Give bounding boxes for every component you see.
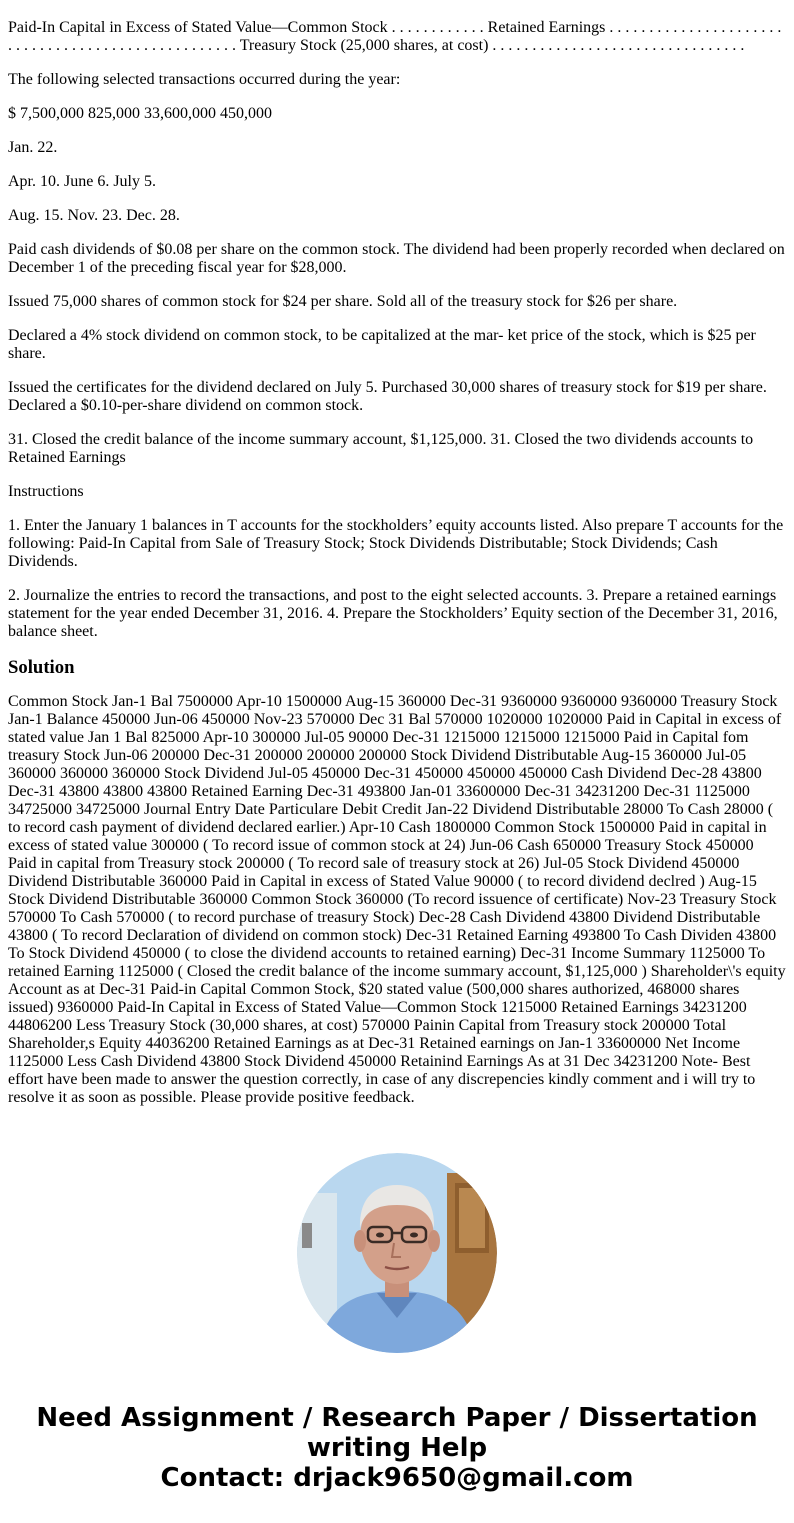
transaction-text-3: Declared a 4% stock dividend on common stock, to be capitalized at the mar- ket price of the stock, which is $25 per share. — [8, 327, 756, 362]
transactions-intro: The following selected transactions occurred during the year: — [8, 71, 401, 88]
promo-line-2: writing Help — [306, 1433, 488, 1463]
transaction-dates-1: Jan. 22. — [8, 139, 58, 156]
article-content — [8, 19, 786, 1123]
solution-heading: Solution — [8, 657, 75, 678]
transaction-text-2: Issued 75,000 shares of common stock for $24 per share. Sold all of the treasury stock for $26 per share. — [8, 293, 678, 310]
transaction-dates-3: Aug. 15. Nov. 23. Dec. 28. — [8, 207, 180, 224]
transaction-text-4: Issued the certificates for the dividend declared on July 5. Purchased 30,000 shares of treasury stock for $19 per share. Declared a $0.10-per-share dividend on common stock. — [8, 379, 767, 414]
author-avatar — [297, 1153, 497, 1353]
balance-amounts: $ 7,500,000 825,000 33,600,000 450,000 — [8, 105, 272, 122]
account-balances-line: Paid-In Capital in Excess of Stated Value—Common Stock . . . . . . . . . . . . Retained Earnings . . . . . . . . . . . . . . . . . . . . . . . . . . . . . . . . . . . . . . . . . . . . . . . . . . . Treasury Stock (25,000 shares, at cost) . . . . . . . . . . . . . . . . . . . . . . . . . . . . . . . . — [8, 19, 782, 54]
instructions-label: Instructions — [8, 483, 84, 500]
transaction-text-5: 31. Closed the credit balance of the income summary account, $1,125,000. 31. Closed the two dividends accounts to Retained Earnings — [8, 431, 754, 466]
instruction-1: 1. Enter the January 1 balances in T accounts for the stockholders’ equity accounts listed. Also prepare T accounts for the following: Paid-In Capital from Sale of Treasury Stock; Stock Dividends Distributable; Stock Dividends; Cash Dividends. — [8, 517, 784, 570]
author-portrait-icon — [297, 1153, 497, 1353]
instruction-2: 2. Journalize the entries to record the transactions, and post to the eight selected accounts. 3. Prepare a retained earnings statement for the year ended December 31, 2016. 4. Prepare the Stockholders’ Equity section of the December 31, 2016, balance sheet. — [8, 587, 778, 640]
promo-line-1: Need Assignment / Research Paper / Dissertation — [36, 1403, 758, 1433]
solution-body: Common Stock Jan-1 Bal 7500000 Apr-10 1500000 Aug-15 360000 Dec-31 9360000 9360000 9360000 Treasury Stock Jan-1 Balance 450000 Jun-06 450000 Nov-23 570000 Dec 31 Bal 570000 1020000 1020000 Paid in Capital in excess of stated value Jan 1 Bal 825000 Apr-10 300000 Jul-05 90000 Dec-31 1215000 1215000 1215000 Paid in Capital fom treasury Stock Jun-06 200000 Dec-31 200000 200000 200000 Stock Dividend Distributable Aug-15 360000 Jul-05 360000 360000 360000 Stock Dividend Jul-05 450000 Dec-31 450000 450000 450000 Cash Dividend Dec-28 43800 Dec-31 43800 43800 43800 Retained Earning Dec-31 493800 Jan-01 33600000 Dec-31 34231200 Dec-31 1125000 34725000 34725000 Journal Entry Date Particulare Debit Credit Jan-22 Dividend Distributable 28000 To Cash 28000 ( to record cash payment of dividend declared earlier.) Apr-10 Cash 1800000 Common Stock 1500000 Paid in capital in excess of stated value 300000 ( To record issue of common stock at 24) Jun-06 Cash 650000 Treasury Stock 450000 Paid in capital from Treasury stock 200000 ( To record sale of treasury stock at 26) Jul-05 Stock Dividend 450000 Dividend Distributable 360000 Paid in Capital in excess of Stated Value 90000 ( to record dividend declred ) Aug-15 Stock Dividend Distributable 360000 Common Stock 360000 (To record issuence of certificate) Nov-23 Treasury Stock 570000 To Cash 570000 ( to record purchase of treasury Stock) Dec-28 Cash Dividend 43800 Dividend Distributable 43800 ( To record Declaration of dividend on common stock) Dec-31 Retained Earning 493800 To Cash Dividen 43800 To Stock Dividend 450000 ( to close the dividend accounts to retained earning) Dec-31 Income Summary 1125000 To retained Earning 1125000 ( Closed the credit balance of the income summary account, $1,125,000 ) Shareholder\'s equity Account as at Dec-31 Paid-in Capital Common Stock, $20 stated value (500,000 shares authorized, 468000 shares issued) 9360000 Paid-In Capital in Excess of Stated Value—Common Stock 1215000 Retained Earnings 34231200 44806200 Less Treasury Stock (30,000 shares, at cost) 570000 Painin Capital from Treasury stock 200000 Total Shareholder,s Equity 44036200 Retained Earnings as at Dec-31 Retained earnings on Jan-1 33600000 Net Income 1125000 Less Cash Dividend 43800 Stock Dividend 450000 Retainind Earnings As at 31 Dec 34231200 Note- Best effort have been made to answer the question correctly, in case of any discrepencies kindly comment and i will try to resolve it as soon as possible. Please provide positive feedback. — [8, 693, 786, 1106]
promo-contact: Contact: drjack9650@gmail.com — [160, 1463, 634, 1493]
promo-banner — [0, 1403, 794, 1493]
transaction-dates-2: Apr. 10. June 6. July 5. — [8, 173, 156, 190]
transaction-text-1: Paid cash dividends of $0.08 per share on the common stock. The dividend had been properly recorded when declared on December 1 of the preceding fiscal year for $28,000. — [8, 241, 785, 276]
